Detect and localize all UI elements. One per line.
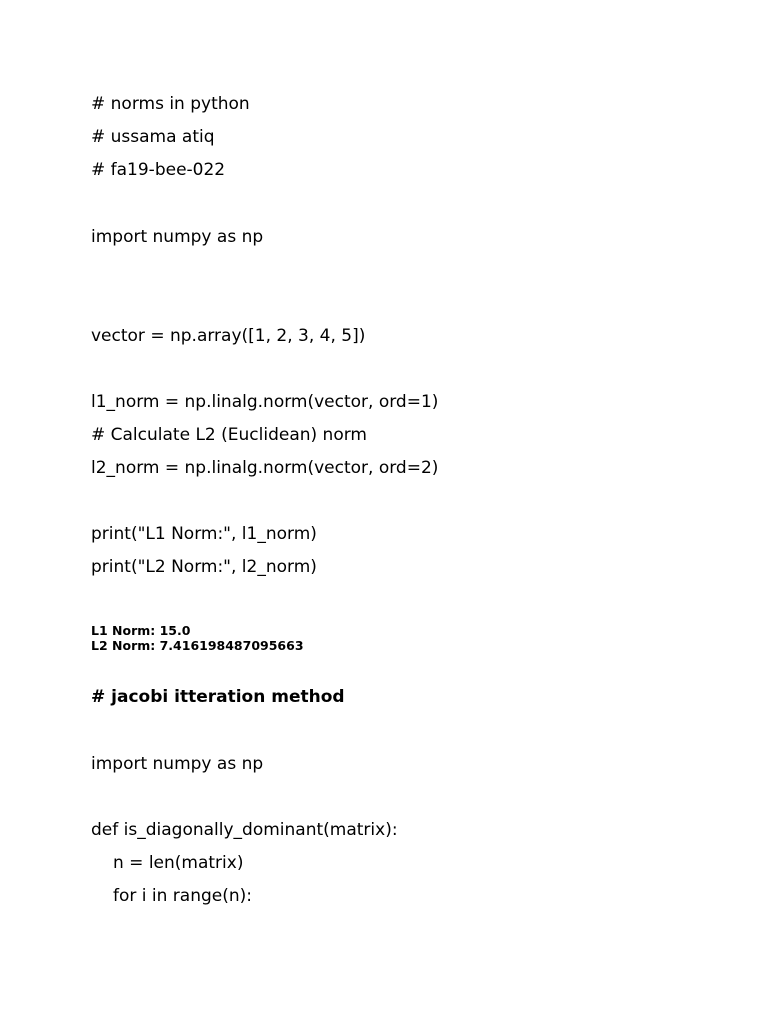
l2-norm-line: l2_norm = np.linalg.norm(vector, ord=2) bbox=[91, 458, 439, 478]
print-l1-line: print("L1 Norm:", l1_norm) bbox=[91, 524, 317, 544]
n-assign-line: n = len(matrix) bbox=[113, 853, 244, 873]
l1-norm-line: l1_norm = np.linalg.norm(vector, ord=1) bbox=[91, 392, 439, 412]
section-heading: # jacobi itteration method bbox=[91, 687, 345, 707]
def-line: def is_diagonally_dominant(matrix): bbox=[91, 820, 398, 840]
comment-id: # fa19-bee-022 bbox=[91, 160, 226, 180]
l2-comment-line: # Calculate L2 (Euclidean) norm bbox=[91, 425, 367, 445]
vector-line: vector = np.array([1, 2, 3, 4, 5]) bbox=[91, 326, 366, 346]
output-l2: L2 Norm: 7.416198487095663 bbox=[91, 638, 304, 653]
print-l2-line: print("L2 Norm:", l2_norm) bbox=[91, 557, 317, 577]
for-loop-line: for i in range(n): bbox=[113, 886, 253, 906]
import-line-2: import numpy as np bbox=[91, 754, 264, 774]
comment-author: # ussama atiq bbox=[91, 127, 215, 147]
output-l1: L1 Norm: 15.0 bbox=[91, 623, 191, 638]
import-line: import numpy as np bbox=[91, 227, 264, 247]
comment-title: # norms in python bbox=[91, 94, 250, 114]
